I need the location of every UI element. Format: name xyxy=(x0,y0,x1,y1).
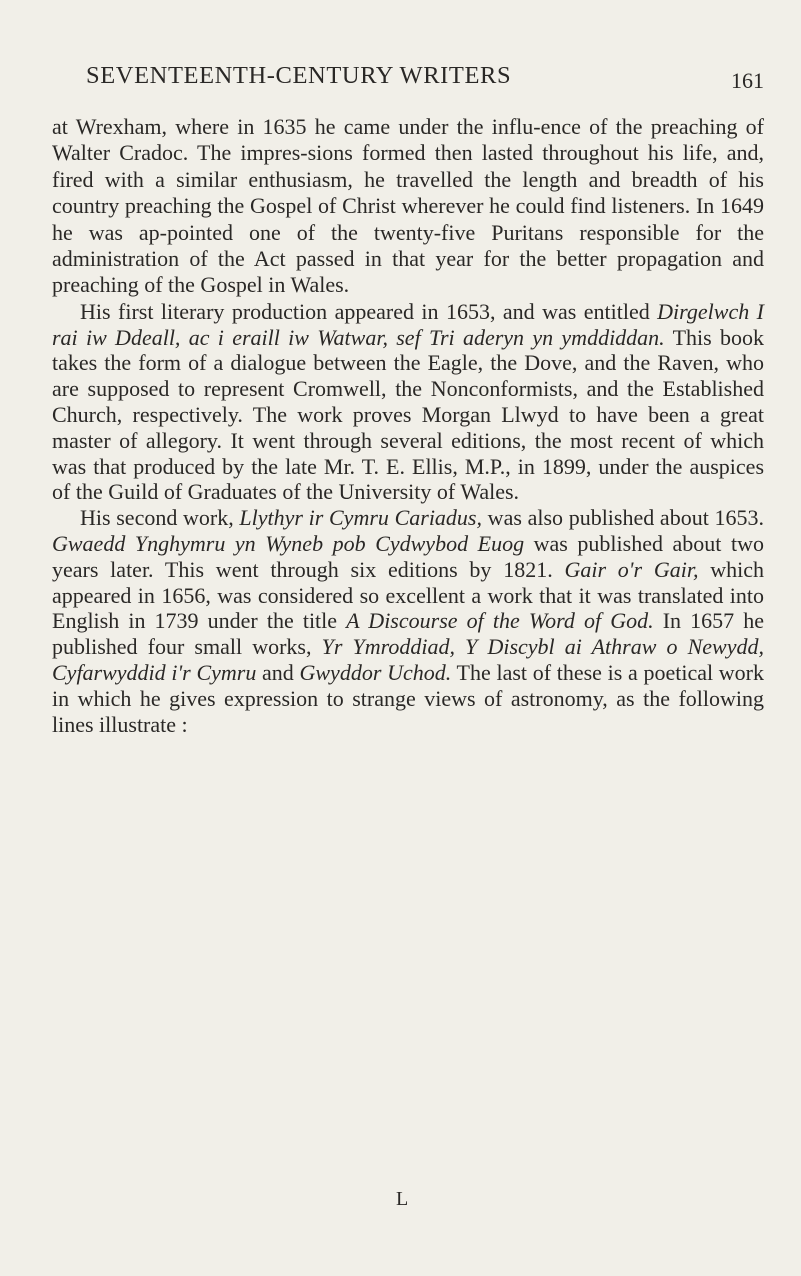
signature-mark: L xyxy=(396,1188,409,1210)
paragraph-second-work xyxy=(52,505,764,737)
paragraph-text: at Wrexham, where in 1635 he came under the influ-ence of the preaching of Walter Cradoc. The impres-sions formed then lasted throughout his life, and, fired with a similar enthusiasm, he travelled the length and breadth of his country preaching the Gospel of Christ wherever he could find listeners. In 1649 he was ap-pointed one of the twenty-five Puritans responsible for the administration of the Act passed in that year for the better propagation and preaching of the Gospel in Wales. xyxy=(52,114,764,298)
book-title-gwyddor: Gwyddor Uchod. xyxy=(299,660,452,685)
book-title-small-works: Yr Ymroddiad, Y Discybl ai Athraw o Newydd, Cyfarwyddid i'r Cymru xyxy=(52,634,764,685)
paragraph-wrexham xyxy=(52,114,764,299)
paragraph-text: The last of these is a poetical work in which he gives expression to strange views of astronomy, as the following lines illustrate : xyxy=(52,660,765,737)
paragraph-text: His first literary production appeared in 1653, and was entitled xyxy=(80,298,658,324)
body-text xyxy=(52,114,764,737)
book-page xyxy=(52,0,764,1276)
book-title-discourse: A Discourse of the Word of God. xyxy=(346,608,654,634)
book-title-gwaedd: Gwaedd Ynghymru yn Wyneb pob Cydwybod Euog xyxy=(52,531,525,557)
book-title-dirgelwch: Dirgelwch I rai iw Ddeall, ac i eraill iw Watwar, sef Tri aderyn yn ymddiddan. xyxy=(52,298,764,350)
paragraph-text: In 1657 he published four small works, xyxy=(52,608,765,660)
book-title-gair: Gair o'r Gair, xyxy=(564,556,699,582)
paragraph-text: which appeared in 1656, was considered so excellent a work that it was translated into English in 1739 under the title xyxy=(52,556,765,634)
running-title: SEVENTEENTH-CENTURY WRITERS xyxy=(86,62,512,89)
paragraph-text: was also published about 1653. xyxy=(482,505,764,531)
paragraph-text: His second work, xyxy=(80,505,240,531)
paragraph-text: was published about two years later. This went through six editions by 1821. xyxy=(52,531,764,582)
paragraph-first-production xyxy=(52,299,764,505)
paragraph-text: This book takes the form of a dialogue between the Eagle, the Dove, and the Raven, who are supposed to represent Cromwell, the Nonconformists, and the Established Church, respectively. The work proves Morgan Llwyd to have been a great master of allegory. It went through several editions, the most recent of which was that produced by the late Mr. T. E. Ellis, M.P., in 1899, under the auspices of the Guild of Graduates of the University of Wales. xyxy=(52,324,764,505)
book-title-llythyr: Llythyr ir Cymru Cariadus, xyxy=(239,505,482,531)
running-head xyxy=(52,62,764,102)
paragraph-text: and xyxy=(256,660,300,685)
page-number: 161 xyxy=(731,68,764,93)
